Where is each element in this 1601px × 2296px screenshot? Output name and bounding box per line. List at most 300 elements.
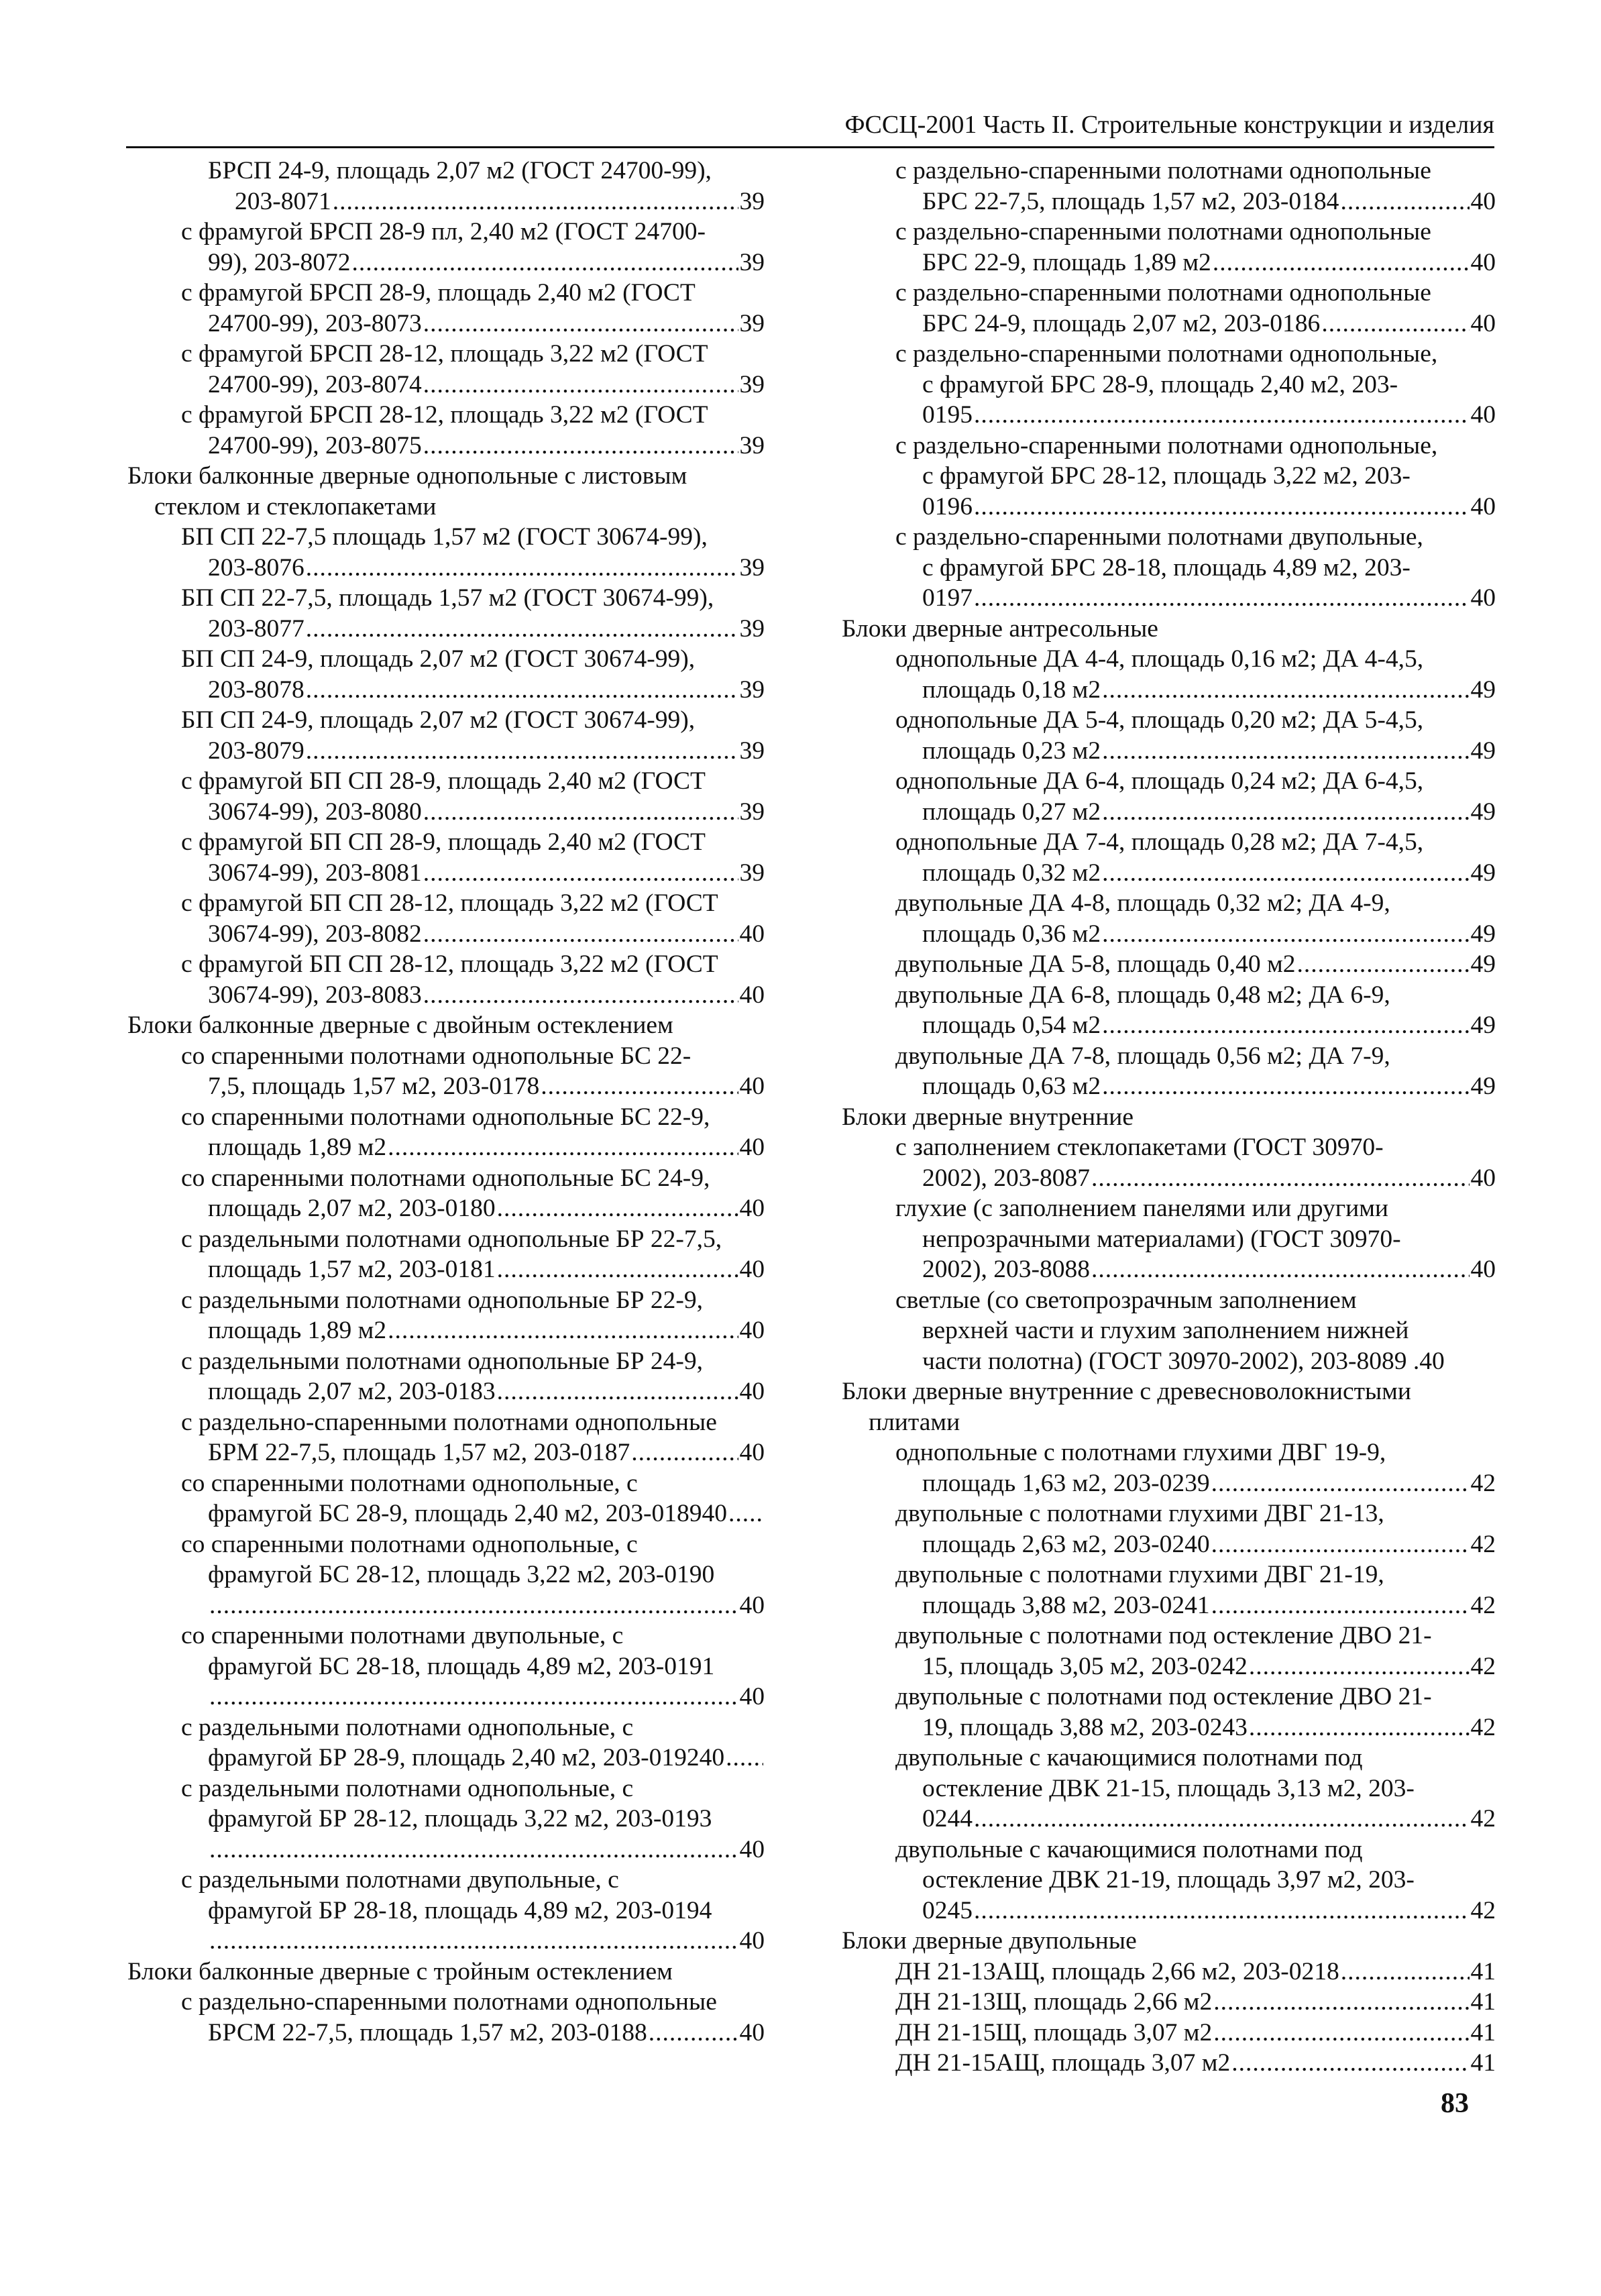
entry-leader-line	[181, 797, 765, 828]
index-entry	[842, 949, 1496, 980]
dot-leader	[209, 1590, 738, 1621]
entry-page-number: 39	[739, 614, 765, 643]
entry-page-number: 40	[1470, 187, 1496, 215]
entry-leader-line	[895, 309, 1496, 339]
entry-text-line: фрамугой БР 28-18, площадь 4,89 м2, 203-0194	[208, 1896, 712, 1924]
index-entry	[127, 827, 765, 888]
entry-text-line: БП СП 24-9, площадь 2,07 м2 (ГОСТ 30674-99),	[181, 645, 696, 673]
entry-text-line: Блоки балконные дверные однопольные с листовым	[127, 462, 687, 490]
index-entry	[127, 522, 765, 583]
entry-text-line: двупольные с полотнами под остекление ДВО 21-	[895, 1622, 1432, 1649]
entry-text-line: фрамугой БС 28-12, площадь 3,22 м2, 203-0190	[208, 1561, 715, 1588]
entry-leader-line	[895, 2048, 1496, 2079]
entry-page-number: 39	[739, 553, 765, 582]
dot-leader	[1213, 1987, 1469, 2018]
dot-leader	[423, 370, 738, 400]
index-heading	[842, 1376, 1496, 1437]
entry-page-number: 40	[1470, 1164, 1496, 1192]
entry-page-number: 40	[739, 1927, 765, 1955]
dot-leader	[631, 1437, 738, 1468]
index-column-right	[842, 156, 1496, 2079]
index-heading	[127, 461, 765, 522]
entry-page-number: 40	[739, 1256, 765, 1283]
entry-text-line: двупольные с качающимися полотнами под	[895, 1835, 1363, 1863]
entry-text-line: Блоки дверные антресольные	[842, 614, 1158, 643]
entry-text-line: с фрамугой БРСП 28-9 пл, 2,40 м2 (ГОСТ 24700-	[181, 218, 706, 245]
entry-text-line: 0197	[922, 584, 973, 612]
entry-text-line: с фрамугой БРСП 28-12, площадь 3,22 м2 (ГОСТ	[181, 340, 708, 368]
entry-text-line: фрамугой БС 28-9, площадь 2,40 м2, 203-018940	[208, 1500, 728, 1527]
index-entry	[127, 1407, 765, 1468]
entry-text-line: двупольные ДА 4-8, площадь 0,32 м2; ДА 4-9,	[895, 889, 1390, 917]
entry-page-number: 39	[739, 675, 765, 704]
entry-text-line: 30674-99), 203-8082	[208, 920, 422, 948]
entry-text-line: площадь 0,54 м2	[922, 1012, 1101, 1039]
index-entry	[842, 1498, 1496, 1560]
dot-leader	[497, 1254, 738, 1285]
entry-text-line: ДН 21-13АЩ, площадь 2,66 м2, 203-0218	[895, 1957, 1339, 1985]
dot-leader	[649, 2018, 738, 2048]
dot-leader	[1213, 2018, 1469, 2048]
entry-text-line: БРСП 24-9, площадь 2,07 м2 (ГОСТ 24700-99),	[208, 157, 712, 184]
entry-leader-line	[181, 1193, 765, 1224]
dot-leader	[497, 1376, 738, 1407]
dot-leader	[726, 1743, 763, 1773]
index-heading	[127, 1957, 765, 1987]
entry-leader-line	[895, 1651, 1496, 1682]
entry-leader-line	[181, 2018, 765, 2048]
index-entry	[842, 217, 1496, 278]
entry-text-line: с фрамугой БП СП 28-9, площадь 2,40 м2 (ГОСТ	[181, 767, 706, 795]
entry-text-line: 2002), 203-8088	[922, 1256, 1090, 1283]
index-entry	[127, 1712, 765, 1773]
entry-leader-line	[895, 400, 1496, 431]
index-entry	[127, 1773, 765, 1865]
dot-leader	[1091, 1163, 1470, 1194]
index-entry	[842, 522, 1496, 614]
dot-leader	[728, 1498, 763, 1529]
dot-leader	[1102, 1010, 1469, 1041]
entry-text-line: с раздельно-спаренными полотнами однопольные	[895, 218, 1431, 245]
index-entry	[127, 1041, 765, 1102]
entry-leader-line	[895, 1254, 1496, 1285]
index-entry	[842, 1743, 1496, 1835]
entry-page-number: 41	[1470, 2018, 1496, 2046]
entry-page-number: 40	[739, 920, 765, 948]
entry-text-line: БРМ 22-7,5, площадь 1,57 м2, 203-0187	[208, 1439, 630, 1466]
entry-text-line: светлые (со светопрозрачным заполнением	[895, 1286, 1357, 1314]
dot-leader	[541, 1071, 738, 1102]
entry-text-line: со спаренными полотнами однопольные, с	[181, 1530, 638, 1558]
entry-text-line: со спаренными полотнами двупольные, с	[181, 1622, 624, 1649]
entry-leader-line	[181, 1376, 765, 1407]
entry-text-line: глухие (с заполнением панелями или другими	[895, 1195, 1389, 1222]
header-title: ФССЦ-2001 Часть II. Строительные конструкции и изделия	[844, 111, 1494, 139]
entry-text-line: 30674-99), 203-8081	[208, 859, 422, 887]
entry-page-number: 40	[1470, 248, 1496, 276]
index-entry	[842, 1682, 1496, 1743]
entry-page-number: 40	[739, 1134, 765, 1161]
entry-leader-line	[895, 1468, 1496, 1499]
index-heading	[127, 1010, 765, 1041]
index-entry	[127, 339, 765, 400]
entry-text-line: Блоки балконные дверные с двойным остеклением	[127, 1012, 673, 1039]
entry-text-line: двупольные с полотнами под остекление ДВО 21-	[895, 1683, 1432, 1710]
index-entry	[842, 1987, 1496, 2018]
dot-leader	[351, 248, 738, 278]
entry-text-line: с раздельными полотнами однопольные БР 22-9,	[181, 1286, 703, 1314]
index-entry	[842, 644, 1496, 705]
entry-text-line: площадь 1,89 м2	[208, 1134, 387, 1161]
dot-leader	[1102, 1071, 1469, 1102]
entry-text-line: 203-8078	[208, 675, 305, 704]
entry-leader-line	[181, 614, 765, 645]
dot-leader	[423, 309, 738, 339]
dot-leader	[974, 492, 1470, 523]
entry-leader-line	[895, 186, 1496, 217]
index-entry	[842, 1437, 1496, 1498]
index-entry	[842, 2048, 1496, 2079]
entry-text-line: Блоки дверные двупольные	[842, 1927, 1137, 1955]
entry-text-line: 0195	[922, 401, 973, 429]
entry-leader-line	[181, 248, 765, 278]
entry-leader-line	[895, 248, 1496, 278]
entry-text-line: верхней части и глухим заполнением нижней	[922, 1317, 1409, 1344]
index-entry	[842, 1132, 1496, 1193]
entry-page-number: 49	[1470, 675, 1496, 704]
dot-leader	[974, 1896, 1470, 1926]
dot-leader	[1102, 675, 1469, 706]
entry-text-line: 2002), 203-8087	[922, 1164, 1090, 1192]
dot-leader	[1321, 309, 1469, 339]
entry-text-line: со спаренными полотнами однопольные БС 22-9,	[181, 1103, 710, 1131]
entry-text-line: БРСМ 22-7,5, площадь 1,57 м2, 203-0188	[208, 2018, 647, 2046]
index-entry	[842, 705, 1496, 766]
dot-leader	[1341, 1957, 1470, 1987]
entry-page-number: 49	[1470, 859, 1496, 887]
entry-page-number: 40	[739, 1073, 765, 1100]
entry-leader-line	[895, 1163, 1496, 1194]
entry-text-line: БП СП 22-7,5, площадь 1,57 м2 (ГОСТ 30674-99),	[181, 584, 714, 612]
entry-page-number: 40	[739, 1378, 765, 1405]
entry-text-line: фрамугой БР 28-12, площадь 3,22 м2, 203-0193	[208, 1805, 712, 1833]
entry-text-line: с фрамугой БП СП 28-12, площадь 3,22 м2 (ГОСТ	[181, 889, 718, 917]
index-entry	[842, 888, 1496, 949]
entry-text-line: со спаренными полотнами однопольные, с	[181, 1469, 638, 1497]
index-entry	[842, 1621, 1496, 1682]
entry-text-line: 30674-99), 203-8080	[208, 798, 422, 826]
entry-page-number: 42	[1470, 1896, 1496, 1924]
dot-leader	[1102, 919, 1469, 950]
entry-text-line: с раздельными полотнами однопольные, с	[181, 1713, 634, 1741]
index-column-left	[127, 156, 765, 2048]
entry-leader-line	[181, 980, 765, 1011]
index-entry	[127, 949, 765, 1010]
index-entry	[842, 156, 1496, 217]
dot-leader	[209, 1682, 738, 1712]
entry-text-line: двупольные ДА 5-8, площадь 0,40 м2	[895, 950, 1296, 978]
entry-leader-line	[181, 1926, 765, 1957]
dot-leader	[333, 186, 738, 217]
entry-leader-line	[895, 1896, 1496, 1926]
entry-text-line: 15, площадь 3,05 м2, 203-0242	[922, 1652, 1248, 1680]
entry-text-line: с фрамугой БП СП 28-9, площадь 2,40 м2 (ГОСТ	[181, 828, 706, 856]
index-entry	[842, 1041, 1496, 1102]
index-entry	[127, 1865, 765, 1957]
entry-text-line: непрозрачными материалами) (ГОСТ 30970-	[922, 1225, 1401, 1253]
dot-leader	[974, 583, 1470, 614]
entry-text-line: площадь 3,88 м2, 203-0241	[922, 1591, 1210, 1619]
entry-page-number: 39	[739, 370, 765, 398]
entry-page-number: 40	[739, 1439, 765, 1466]
entry-text-line: Блоки дверные внутренние	[842, 1103, 1134, 1131]
index-entry	[127, 766, 765, 827]
dot-leader	[423, 797, 738, 828]
entry-text-line: однопольные ДА 6-4, площадь 0,24 м2; ДА 6-4,5,	[895, 767, 1424, 795]
dot-leader	[1211, 1529, 1470, 1560]
entry-page-number: 41	[1470, 1957, 1496, 1985]
entry-text-line: площадь 0,63 м2	[922, 1073, 1101, 1100]
entry-text-line: площадь 0,23 м2	[922, 736, 1101, 765]
entry-text-line: с раздельными полотнами однопольные БР 24-9,	[181, 1347, 703, 1375]
entry-page-number: 39	[739, 431, 765, 459]
entry-page-number: 40	[1470, 492, 1496, 521]
entry-text-line: 203-8077	[208, 614, 305, 643]
entry-leader-line	[895, 797, 1496, 828]
entry-text-line: 203-8071	[235, 187, 331, 215]
entry-page-number: 40	[739, 1835, 765, 1863]
entry-text-line: 99), 203-8072	[208, 248, 351, 276]
entry-text-line: со спаренными полотнами однопольные БС 24-9,	[181, 1164, 710, 1192]
entry-page-number: 40	[739, 1591, 765, 1619]
entry-text-line: ДН 21-15Щ, площадь 3,07 м2	[895, 2018, 1213, 2046]
index-entry	[127, 156, 765, 217]
entry-leader-line	[181, 1071, 765, 1102]
dot-leader	[974, 400, 1470, 431]
entry-text-line: с раздельными полотнами однопольные БР 22-7,5,	[181, 1225, 722, 1253]
entry-leader-line	[895, 919, 1496, 950]
index-entry	[842, 431, 1496, 523]
entry-page-number: 42	[1470, 1591, 1496, 1619]
index-entry	[127, 705, 765, 766]
entry-page-number: 42	[1470, 1469, 1496, 1497]
index-entry	[127, 1285, 765, 1346]
entry-text-line: двупольные с полотнами глухими ДВГ 21-13,	[895, 1500, 1384, 1527]
index-entry	[842, 1193, 1496, 1285]
index-entry	[842, 1560, 1496, 1621]
entry-text-line: с раздельно-спаренными полотнами однопольные	[895, 157, 1431, 184]
entry-text-line: площадь 2,63 м2, 203-0240	[922, 1530, 1210, 1558]
dot-leader	[306, 553, 738, 584]
entry-page-number: 39	[739, 248, 765, 276]
entry-text-line: с фрамугой БРС 28-12, площадь 3,22 м2, 203-	[922, 462, 1411, 490]
entry-text-line: однопольные ДА 7-4, площадь 0,28 м2; ДА 7-4,5,	[895, 828, 1424, 856]
index-entry	[127, 217, 765, 278]
dot-leader	[423, 980, 738, 1011]
entry-leader-line	[895, 736, 1496, 767]
entry-text-line: с раздельными полотнами однопольные, с	[181, 1774, 634, 1802]
entry-text-line: с раздельно-спаренными полотнами однопольные	[181, 1988, 717, 2016]
index-heading	[842, 614, 1496, 645]
entry-page-number: 40	[739, 981, 765, 1009]
entry-page-number: 40	[739, 1195, 765, 1222]
entry-text-line: площадь 2,07 м2, 203-0180	[208, 1195, 496, 1222]
entry-text-line: площадь 1,57 м2, 203-0181	[208, 1256, 496, 1283]
entry-page-number: 40	[739, 1683, 765, 1710]
entry-text-line: с заполнением стеклопакетами (ГОСТ 30970-	[895, 1134, 1384, 1161]
index-entry	[842, 2018, 1496, 2048]
dot-leader	[1297, 949, 1470, 980]
entry-text-line: однопольные ДА 5-4, площадь 0,20 м2; ДА 5-4,5,	[895, 706, 1424, 734]
entry-text-line: остекление ДВК 21-19, площадь 3,97 м2, 203-	[922, 1866, 1415, 1894]
index-entry	[127, 1621, 765, 1712]
entry-text-line: 0245	[922, 1896, 973, 1924]
dot-leader	[974, 1804, 1470, 1835]
index-entry	[127, 1529, 765, 1621]
entry-text-line: с раздельно-спаренными полотнами однопольные	[181, 1408, 717, 1436]
entry-text-line: БРС 22-7,5, площадь 1,57 м2, 203-0184	[922, 187, 1339, 215]
dot-leader	[1213, 248, 1470, 278]
entry-text-line: площадь 0,32 м2	[922, 859, 1101, 887]
dot-leader	[1102, 736, 1469, 767]
index-entry	[127, 1102, 765, 1163]
entry-page-number: 42	[1470, 1652, 1496, 1680]
entry-text-line: фрамугой БР 28-9, площадь 2,40 м2, 203-019240	[208, 1744, 725, 1771]
entry-text-line: БП СП 22-7,5 площадь 1,57 м2 (ГОСТ 30674-99),	[181, 523, 708, 551]
entry-text-line: БП СП 24-9, площадь 2,07 м2 (ГОСТ 30674-99),	[181, 706, 696, 734]
entry-leader-line	[208, 186, 765, 217]
dot-leader	[1249, 1712, 1470, 1743]
entry-page-number: 49	[1470, 798, 1496, 826]
entry-text-line: с раздельными полотнами двупольные, с	[181, 1866, 619, 1894]
dot-leader	[388, 1132, 738, 1163]
entry-text-line: площадь 2,07 м2, 203-0183	[208, 1378, 496, 1405]
entry-text-line: стеклом и стеклопакетами	[154, 492, 437, 521]
entry-text-line: с раздельно-спаренными полотнами двупольные,	[895, 523, 1423, 551]
entry-leader-line	[181, 553, 765, 584]
entry-text-line: 7,5, площадь 1,57 м2, 203-0178	[208, 1073, 540, 1100]
entry-page-number: 40	[739, 2018, 765, 2046]
dot-leader	[1340, 186, 1469, 217]
entry-leader-line	[895, 492, 1496, 523]
entry-text-line: с фрамугой БРС 28-18, площадь 4,89 м2, 203-	[922, 553, 1411, 582]
dot-leader	[1231, 2048, 1469, 2079]
entry-leader-line	[181, 858, 765, 889]
entry-leader-line	[895, 675, 1496, 706]
entry-text-line: с фрамугой БРСП 28-12, площадь 3,22 м2 (ГОСТ	[181, 401, 708, 429]
entry-leader-line	[181, 919, 765, 950]
entry-text-line: двупольные с полотнами глухими ДВГ 21-19,	[895, 1561, 1384, 1588]
entry-text-line: площадь 0,18 м2	[922, 675, 1101, 704]
entry-leader-line	[181, 370, 765, 400]
index-entry	[842, 1285, 1496, 1377]
entry-leader-line	[181, 736, 765, 767]
index-entry	[127, 400, 765, 461]
running-header	[126, 107, 1494, 148]
index-heading	[842, 1926, 1496, 1957]
entry-text-line: двупольные ДА 7-8, площадь 0,56 м2; ДА 7-9,	[895, 1042, 1390, 1070]
entry-page-number: 42	[1470, 1713, 1496, 1741]
index-entry	[127, 1468, 765, 1529]
entry-text-line: 0196	[922, 492, 973, 521]
dot-leader	[209, 1835, 738, 1865]
entry-text-line: плитами	[869, 1408, 960, 1436]
entry-leader-line	[181, 675, 765, 706]
entry-text-line: 24700-99), 203-8073	[208, 309, 422, 337]
entry-text-line: с раздельно-спаренными полотнами однопольные	[895, 279, 1431, 307]
entry-leader-line	[181, 1835, 765, 1865]
entry-page-number: 40	[1470, 1256, 1496, 1283]
entry-page-number: 39	[739, 859, 765, 887]
entry-text-line: с раздельно-спаренными полотнами однопольные,	[895, 431, 1438, 459]
index-entry	[842, 827, 1496, 888]
entry-page-number: 40	[739, 1317, 765, 1344]
entry-leader-line	[895, 1957, 1496, 1987]
entry-leader-line	[181, 1132, 765, 1163]
dot-leader	[306, 736, 738, 767]
entry-text-line: с раздельно-спаренными полотнами однопольные,	[895, 340, 1438, 368]
entry-leader-line	[895, 1987, 1496, 2018]
entry-text-line: остекление ДВК 21-15, площадь 3,13 м2, 203-	[922, 1774, 1415, 1802]
index-heading	[842, 1102, 1496, 1133]
entry-leader-line	[181, 309, 765, 339]
entry-page-number: 49	[1470, 1012, 1496, 1039]
entry-leader-line	[181, 1743, 765, 1773]
entry-text-line: 24700-99), 203-8075	[208, 431, 422, 459]
entry-leader-line	[895, 1010, 1496, 1041]
entry-page-number: 42	[1470, 1805, 1496, 1833]
entry-text-line: с фрамугой БП СП 28-12, площадь 3,22 м2 (ГОСТ	[181, 950, 718, 978]
dot-leader	[1102, 797, 1469, 828]
entry-text-line: Блоки балконные дверные с тройным остеклением	[127, 1957, 673, 1985]
entry-leader-line	[895, 858, 1496, 889]
entry-leader-line	[895, 949, 1496, 980]
index-entry	[127, 1163, 765, 1224]
dot-leader	[423, 858, 738, 889]
dot-leader	[497, 1193, 738, 1224]
index-entry	[842, 339, 1496, 431]
entry-leader-line	[181, 1254, 765, 1285]
entry-page-number: 39	[739, 798, 765, 826]
entry-leader-line	[181, 1315, 765, 1346]
entry-text-line: двупольные с качающимися полотнами под	[895, 1744, 1363, 1771]
entry-leader-line	[895, 1804, 1496, 1835]
entry-text-line: фрамугой БС 28-18, площадь 4,89 м2, 203-0191	[208, 1652, 715, 1680]
entry-leader-line	[895, 1071, 1496, 1102]
dot-leader	[1102, 858, 1469, 889]
entry-text-line: с фрамугой БРСП 28-9, площадь 2,40 м2 (ГОСТ	[181, 279, 696, 307]
entry-text-line: однопольные с полотнами глухими ДВГ 19-9,	[895, 1439, 1386, 1466]
index-entry	[127, 278, 765, 339]
entry-text-line: 30674-99), 203-8083	[208, 981, 422, 1009]
dot-leader	[1091, 1254, 1470, 1285]
index-entry	[842, 278, 1496, 339]
entry-text-line: 24700-99), 203-8074	[208, 370, 422, 398]
entry-page-number: 49	[1470, 950, 1496, 978]
entry-text-line: со спаренными полотнами однопольные БС 22-	[181, 1042, 692, 1070]
entry-page-number: 49	[1470, 1073, 1496, 1100]
entry-leader-line	[895, 1590, 1496, 1621]
entry-text-line: площадь 0,36 м2	[922, 920, 1101, 948]
index-entry	[842, 1835, 1496, 1926]
entry-text-line: 19, площадь 3,88 м2, 203-0243	[922, 1713, 1248, 1741]
entry-page-number: 40	[1470, 309, 1496, 337]
entry-page-number: 39	[739, 736, 765, 765]
entry-page-number: 41	[1470, 2049, 1496, 2077]
dot-leader	[1211, 1468, 1470, 1499]
entry-text-line: ДН 21-15АЩ, площадь 3,07 м2	[895, 2049, 1231, 2077]
dot-leader	[209, 1926, 738, 1957]
